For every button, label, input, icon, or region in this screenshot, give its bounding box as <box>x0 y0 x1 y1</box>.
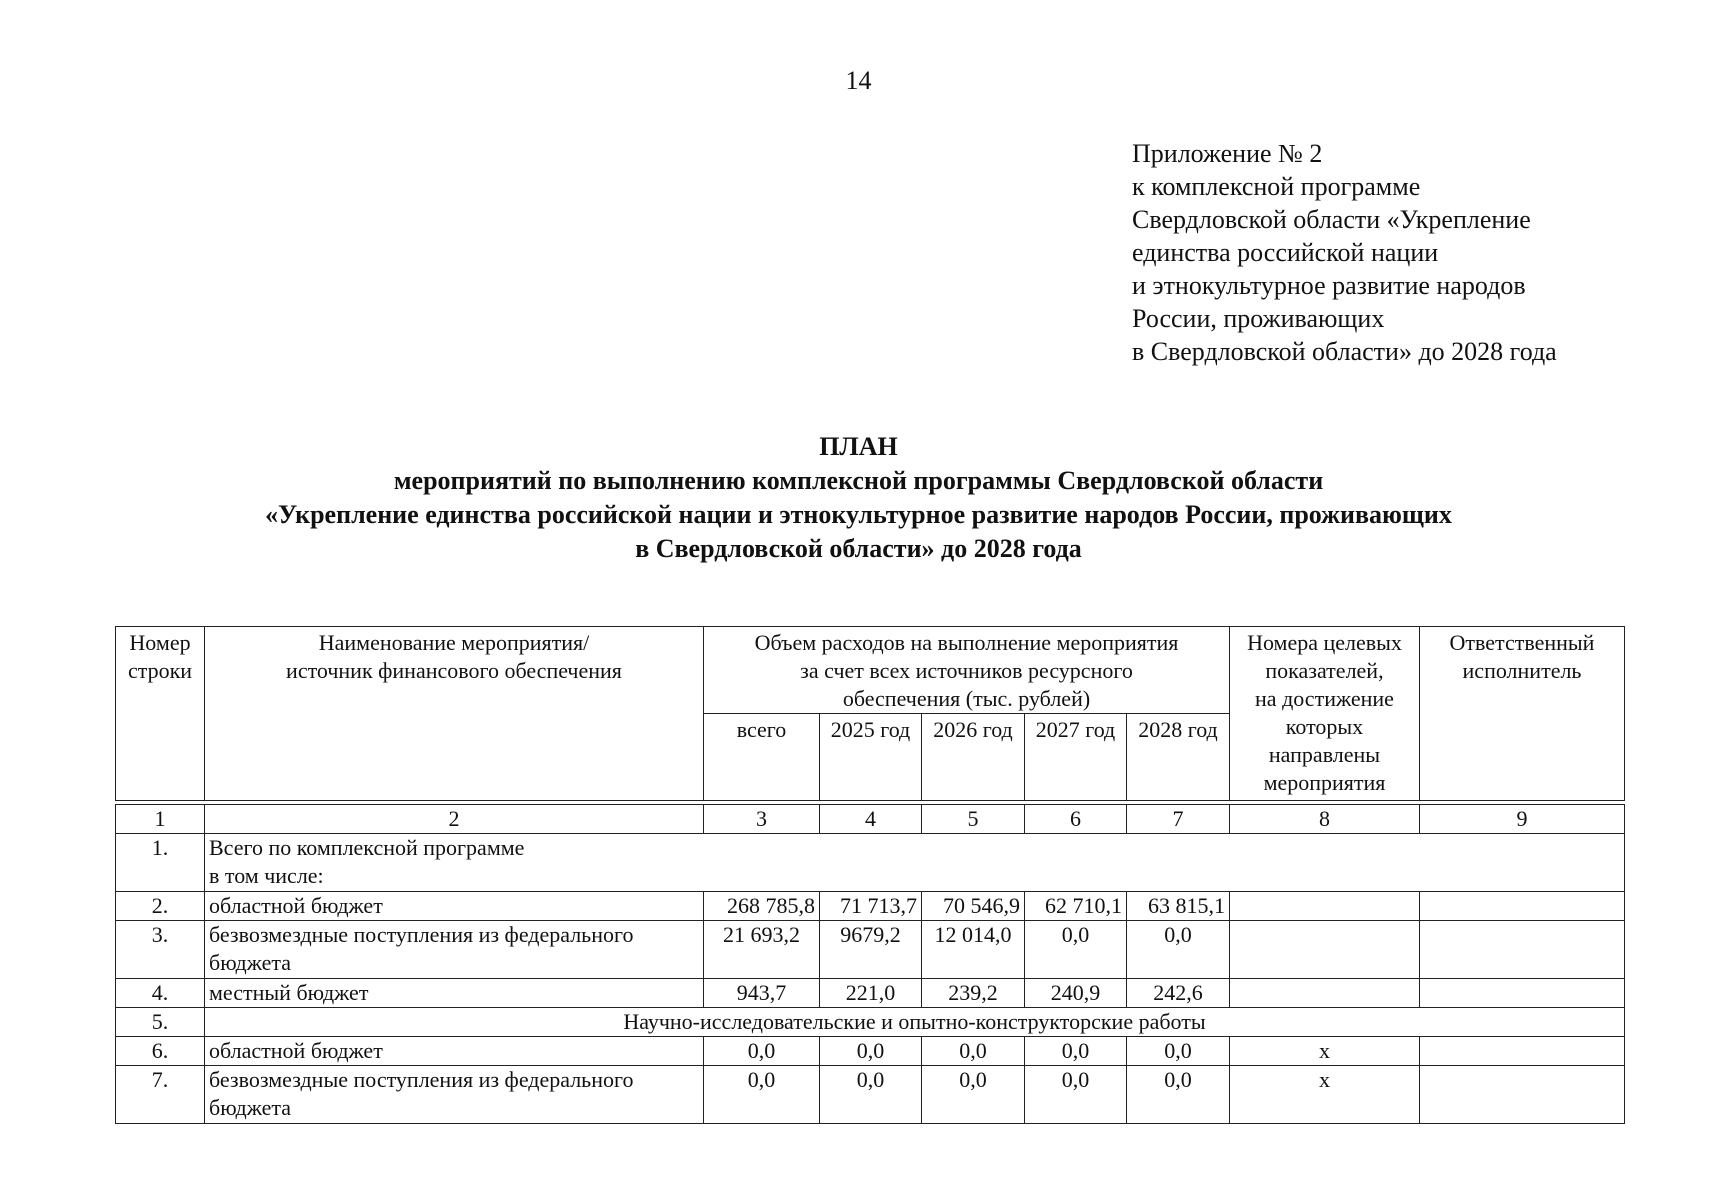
row-number: 1. <box>116 834 205 892</box>
cell-2025: 71 713,7 <box>820 892 922 921</box>
cell-targets <box>1230 979 1420 1008</box>
row-number: 6. <box>116 1037 205 1066</box>
row-name: областной бюджет <box>205 1037 704 1066</box>
cell-2025: 0,0 <box>820 1037 922 1066</box>
header-total: всего <box>704 714 820 801</box>
cell-2026: 0,0 <box>922 1066 1025 1124</box>
table-row <box>116 921 1625 979</box>
cell-targets: x <box>1230 1066 1420 1124</box>
cell-targets: x <box>1230 1037 1420 1066</box>
title-line: в Свердловской области» до 2028 года <box>635 534 1082 563</box>
column-number: 5 <box>922 805 1025 834</box>
cell-2027: 0,0 <box>1025 1037 1127 1066</box>
row-name: областной бюджет <box>205 892 704 921</box>
row-name: безвозмездные поступления из федерального бюджета <box>205 1066 704 1124</box>
appendix-line: в Свердловской области» до 2028 года <box>1132 337 1557 366</box>
cell-2026: 0,0 <box>922 1037 1025 1066</box>
cell-2028: 242,6 <box>1127 979 1230 1008</box>
cell-2026: 70 546,9 <box>922 892 1025 921</box>
table-row <box>116 834 1625 892</box>
cell-total: 21 693,2 <box>704 921 820 979</box>
header-year-2028: 2028 год <box>1127 714 1230 801</box>
row-number: 4. <box>116 979 205 1008</box>
header-name: Наименование мероприятия/ источник финансового обеспечения <box>205 627 704 801</box>
cell-executor <box>1420 1066 1625 1124</box>
appendix-line: Приложение № 2 <box>1132 139 1323 168</box>
cell-targets <box>1230 892 1420 921</box>
cell-2026: 12 014,0 <box>922 921 1025 979</box>
section-title: Научно-исследовательские и опытно-конструкторские работы <box>205 1008 1625 1037</box>
cell-executor <box>1420 892 1625 921</box>
cell-targets <box>1230 921 1420 979</box>
column-number: 9 <box>1420 805 1625 834</box>
appendix-line: единства российской нации <box>1132 238 1439 267</box>
title-line: мероприятий по выполнению комплексной программы Свердловской области <box>393 466 1324 495</box>
header-year-2026: 2026 год <box>922 714 1025 801</box>
column-number: 3 <box>704 805 820 834</box>
cell-2027: 0,0 <box>1025 921 1127 979</box>
plan-table-header <box>115 626 1625 801</box>
cell-total: 943,7 <box>704 979 820 1008</box>
cell-2028: 63 815,1 <box>1127 892 1230 921</box>
appendix-line: Свердловской области «Укрепление <box>1132 205 1531 234</box>
document-title <box>0 430 1717 566</box>
cell-total: 0,0 <box>704 1066 820 1124</box>
cell-executor <box>1420 921 1625 979</box>
cell-total: 268 785,8 <box>704 892 820 921</box>
header-row-number: Номер строки <box>116 627 205 801</box>
column-number-row <box>116 805 1625 834</box>
table-row <box>116 979 1625 1008</box>
cell-2026: 239,2 <box>922 979 1025 1008</box>
cell-2028: 0,0 <box>1127 1037 1230 1066</box>
column-number: 1 <box>116 805 205 834</box>
column-number: 6 <box>1025 805 1127 834</box>
column-number: 7 <box>1127 805 1230 834</box>
row-number: 2. <box>116 892 205 921</box>
cell-total: 0,0 <box>704 1037 820 1066</box>
row-number: 7. <box>116 1066 205 1124</box>
column-number: 4 <box>820 805 922 834</box>
table-row-section <box>116 1008 1625 1037</box>
cell-2028: 0,0 <box>1127 921 1230 979</box>
cell-executor <box>1420 979 1625 1008</box>
row-name: Всего по комплексной программе в том числе: <box>205 834 1625 892</box>
cell-2027: 240,9 <box>1025 979 1127 1008</box>
row-number: 5. <box>116 1008 205 1037</box>
table-row <box>116 892 1625 921</box>
column-number: 2 <box>205 805 704 834</box>
header-executor: Ответственный исполнитель <box>1420 627 1625 801</box>
cell-2025: 221,0 <box>820 979 922 1008</box>
row-name: местный бюджет <box>205 979 704 1008</box>
header-year-2027: 2027 год <box>1025 714 1127 801</box>
page-number: 14 <box>845 66 872 95</box>
cell-2025: 9679,2 <box>820 921 922 979</box>
appendix-note <box>1132 137 1692 368</box>
cell-2027: 62 710,1 <box>1025 892 1127 921</box>
cell-2028: 0,0 <box>1127 1066 1230 1124</box>
title-heading: ПЛАН <box>819 432 898 461</box>
column-number: 8 <box>1230 805 1420 834</box>
plan-table-body <box>115 804 1625 1124</box>
cell-executor <box>1420 1037 1625 1066</box>
appendix-line: и этнокультурное развитие народов <box>1132 271 1526 300</box>
header-volume: Объем расходов на выполнение мероприятия за счет всех источников ресурсного обеспечения (тыс. рублей) <box>704 627 1230 714</box>
appendix-line: России, проживающих <box>1132 304 1385 333</box>
row-number: 3. <box>116 921 205 979</box>
header-targets: Номера целевых показателей, на достижение которых направлены мероприятия <box>1230 627 1420 801</box>
table-row <box>116 1066 1625 1124</box>
table-row <box>116 1037 1625 1066</box>
cell-2027: 0,0 <box>1025 1066 1127 1124</box>
row-name: безвозмездные поступления из федерального бюджета <box>205 921 704 979</box>
title-line: «Укрепление единства российской нации и этнокультурное развитие народов России, проживающих <box>265 500 1452 529</box>
header-year-2025: 2025 год <box>820 714 922 801</box>
cell-2025: 0,0 <box>820 1066 922 1124</box>
appendix-line: к комплексной программе <box>1132 172 1421 201</box>
